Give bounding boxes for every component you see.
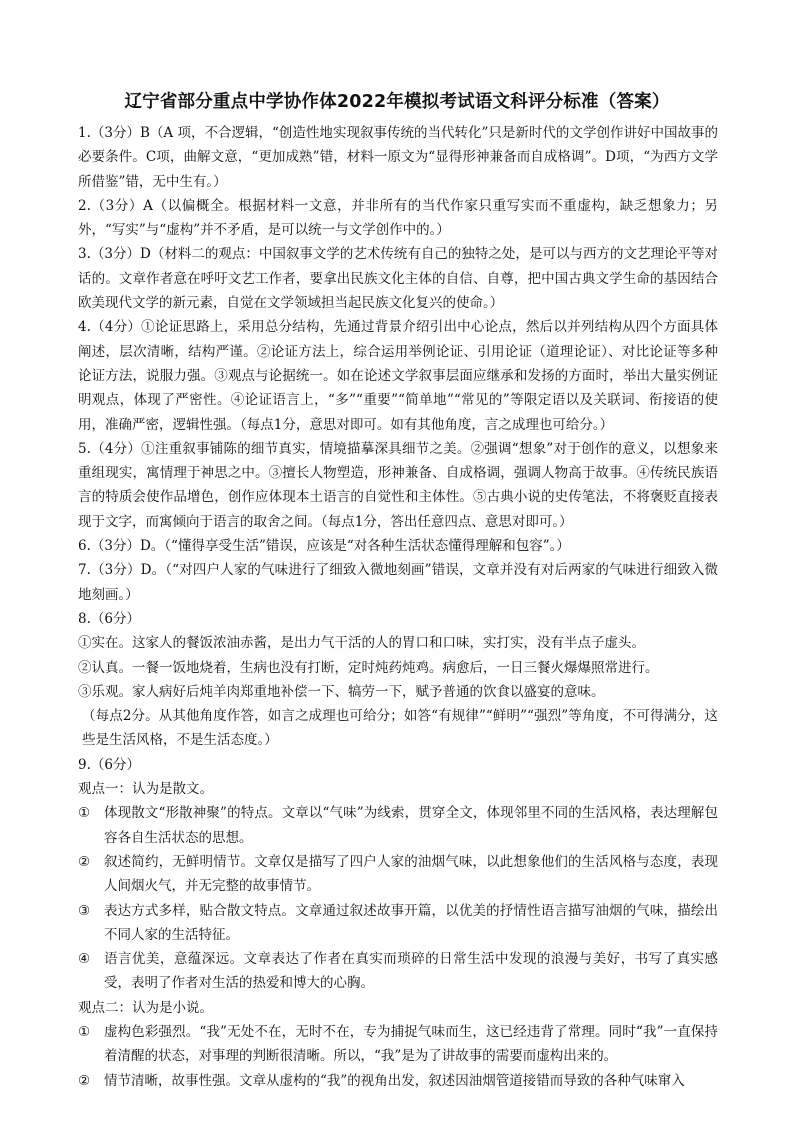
point-text: 表达方式多样，贴合散文特点。文章通过叙述故事开篇，以优美的抒情性语言描写油烟的气味，描绘出不同人家的生活特征。 xyxy=(104,902,718,943)
point-number: ② xyxy=(78,1072,91,1089)
point-text: 虚构色彩强烈。“我”无处不在，无时不在，专为捕捉气味而生，这已经违背了常理。同时“我”一直保持着清醒的状态，对事理的判断很清晰。所以，“我”是为了讲故事的需要而虚构出来的。 xyxy=(104,1023,718,1065)
answer-paragraph: ②认真。一餐一饭地烧着，生病也没有打断，定时炖药炖鸡。病愈后，一日三餐火爆爆照常进行。 xyxy=(78,659,659,676)
answer-paragraph: 5.（4分）①注重叙事铺陈的细节真实，情境描摹深具细节之美。②强调“想象”对于创作的意义，以想象来重组现实，寓情理于神思之中。③擅长人物塑造，形神兼备、自成格调，强调人物高于故事。④传统民族语言的特质会使作品增色，创作应体现本土语言的自觉性和主体性。⑤古典小说的史传笔法，不将褒贬直接表现于文字，而寓倾向于语言的取舍之间。（每点1分，答出任意四点、意思对即可。） xyxy=(78,440,718,530)
numbered-point xyxy=(78,899,718,948)
point-number: ① xyxy=(78,1023,91,1040)
answer-paragraph: 观点二：认为是小说。 xyxy=(78,999,213,1016)
answer-paragraph: （每点2分。从其他角度作答，如言之成理也可给分；如答“有规律”“鲜明”“强烈”等角度，不可得满分，这些是生活风格，不是生活态度。） xyxy=(82,708,718,749)
numbered-point xyxy=(78,947,718,996)
numbered-point xyxy=(78,850,718,899)
answer-paragraph: 6.（3分）D。（“懂得享受生活”错误，应该是“对各种生活状态懂得理解和包容”。） xyxy=(78,538,570,555)
answer-paragraph: 4.（4分）①论证思路上，采用总分结构，先通过背景介绍引出中心论点，然后以并列结构从四个方面具体阐述，层次清晰，结构严谨。②论证方法上，综合运用举例论证、引用论证（道理论证）、对比论证等多种论证方法，说服力强。③观点与论据统一。如在论述文学叙事层面应继承和发扬的方面时，举出大量实例证明观点，体现了严密性。④论证语言上，“多”“重要”“简单地”“常见的”等限定语以及关联词、衔接语的使用，准确严密，逻辑性强。（每点1分，意思对即可。如有其他角度，言之成理也可给分。） xyxy=(78,319,718,433)
answer-paragraph: 2.（3分）A（以偏概全。根据材料一文意，并非所有的当代作家只重写实而不重虚构，缺乏想象力；另外，“写实”与“虚构”并不矛盾，是可以统一与文学创作中的。） xyxy=(78,197,718,239)
point-text: 情节清晰，故事性强。文章从虚构的“我”的视角出发，叙述因油烟管道接错而导致的各种气味窜入 xyxy=(104,1072,685,1089)
answer-content xyxy=(78,121,718,1093)
answer-paragraph: ①实在。这家人的餐饭浓油赤酱，是出力气干活的人的胃口和口味，实打实，没有半点子虚头。 xyxy=(78,635,645,652)
page-title: 辽宁省部分重点中学协作体2022年模拟考试语文科评分标准（答案） xyxy=(124,92,670,112)
answer-paragraph: 1.（3分）B（A 项，不合逻辑，“创造性地实现叙事传统的当代转化”只是新时代的文学创作讲好中国故事的必要条件。C项，曲解文意，“更加成熟”错，材料一原文为“显得形神兼备而自成格调”。D项，“为西方文学所借鉴”错，无中生有。） xyxy=(78,125,718,190)
numbered-point xyxy=(78,801,718,850)
answer-paragraph: 3.（3分）D（材料二的观点：中国叙事文学的艺术传统有自己的独特之处，是可以与西方的文艺理论平等对话的。文章作者意在呼吁文艺工作者，要拿出民族文化主体的自信、自尊，把中国古典文学生命的基因结合欧美现代文学的新元素，自觉在文学领域担当起民族文化复兴的使命。） xyxy=(78,246,718,312)
point-text: 叙述简约，无鲜明情节。文章仅是描写了四户人家的油烟气味，以此想象他们的生活风格与态度，表现人间烟火气，并无完整的故事情节。 xyxy=(104,853,718,895)
point-number: ① xyxy=(78,805,91,822)
answer-paragraph: 8.（6分） xyxy=(78,610,140,627)
answer-paragraph: 观点一：认为是散文。 xyxy=(78,781,213,798)
point-text: 语言优美，意蕴深远。文章表达了作者在真实而琐碎的日常生活中发现的浪漫与美好，书写了真实感受，表明了作者对生活的热爱和博大的心胸。 xyxy=(104,951,718,992)
point-text: 体现散文“形散神聚”的特点。文章以“气味”为线索，贯穿全文，体现邻里不同的生活风格，表达理解包容各自生活状态的思想。 xyxy=(104,805,718,846)
answer-paragraph: 7.（3分）D。（“对四户人家的气味进行了细致入微地刻画”错误，文章并没有对后两家的气味进行细致入微地刻画。） xyxy=(78,562,718,603)
point-number: ③ xyxy=(78,902,91,919)
point-number: ④ xyxy=(78,951,91,968)
numbered-point xyxy=(78,1020,718,1069)
answer-paragraph: 9.（6分） xyxy=(78,756,140,773)
answer-paragraph: ③乐观。家人病好后炖羊肉郑重地补偿一下、犒劳一下，赋予普通的饮食以盛宴的意味。 xyxy=(78,683,605,700)
numbered-point xyxy=(78,1069,718,1093)
point-number: ② xyxy=(78,853,91,870)
